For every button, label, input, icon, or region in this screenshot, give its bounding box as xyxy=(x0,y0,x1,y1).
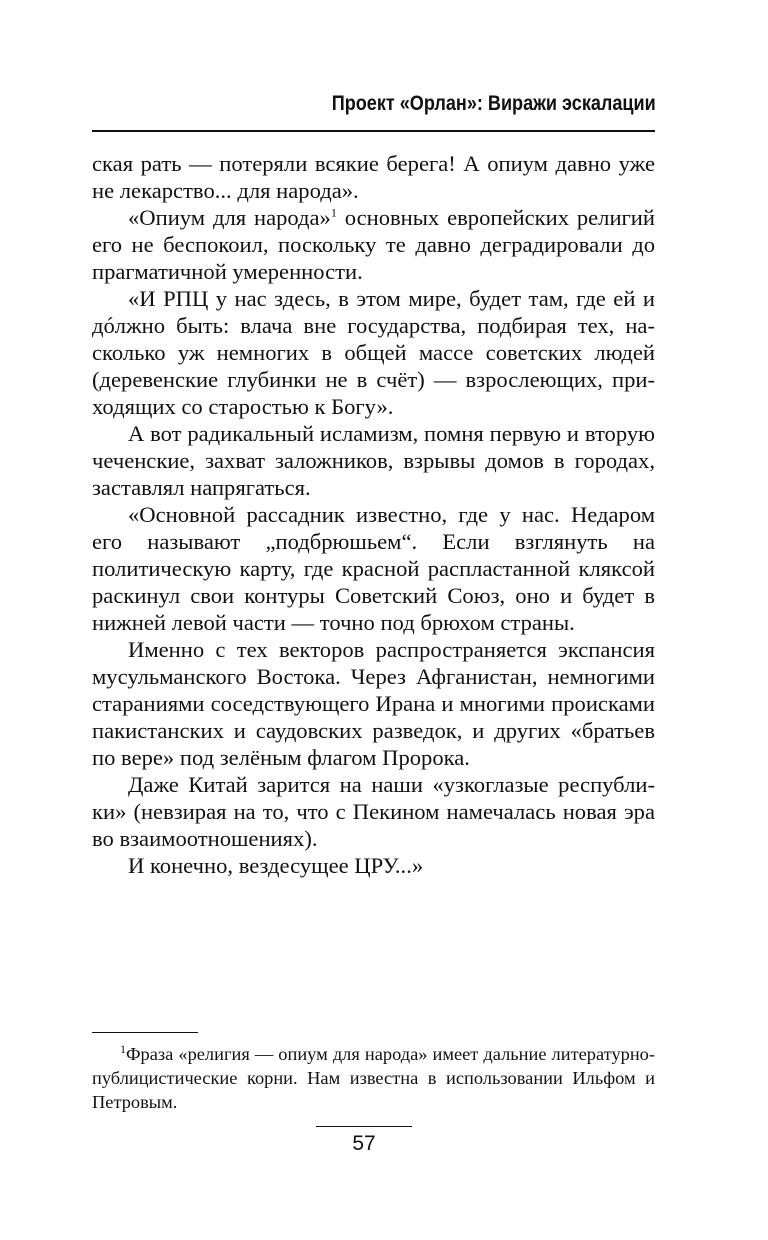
footnote-mark: 1 xyxy=(120,1041,126,1056)
paragraph: «Основной рассадник известно, где у нас. Недаром его называют „подбрюшьем“. Если взглянуть на политическую карту, где красной распластанной кляксой раскинул свои контуры Советский Союз, оно и будет в нижней левой части — точно под брюхом страны. xyxy=(92,502,655,635)
paragraph: И конечно, вездесущее ЦРУ...» xyxy=(128,853,424,878)
footnote xyxy=(92,1042,655,1114)
body-text xyxy=(92,150,655,879)
paragraph xyxy=(92,204,655,285)
footnote-text: Фраза «религия — опиум для народа» имеет дальние литературно-публицистические корни. Нам известна в использовании Ильфом и Петровым. xyxy=(92,1044,655,1112)
footnote-rule xyxy=(92,1032,198,1033)
paragraph: «И РПЦ у нас здесь, в этом мире, будет там, где ей и дóлжно быть: влача вне государства, подбирая тех, насколько уж немногих в общей массе советских людей (деревенские глубинки не в счёт) — взрослеющих, приходящих со старостью к Богу». xyxy=(92,286,655,419)
paragraph: ская рать — потеряли всякие берега! А опиум давно уже не лекарство... для народа». xyxy=(92,151,655,203)
paragraph: Даже Китай зарится на наши «узкоглазые республики» (невзирая на то, что с Пекином намечалась новая эра во взаимоотношениях). xyxy=(92,772,655,851)
page-number: 57 xyxy=(352,1132,376,1155)
paragraph: Именно с тех векторов распространяется экспансия мусульманского Востока. Через Афганистан, немногими стараниями соседствующего Ирана и многими происками пакистанских и саудовских разведок, и других «братьев по вере» под зелёным флагом Пророка. xyxy=(92,637,655,770)
quote-text: «Опиум для народа» xyxy=(128,205,331,230)
running-head: Проект «Орлан»: Виражи эскалации xyxy=(331,92,656,115)
paragraph: А вот радикальный исламизм, помня первую и вторую чеченские, захват заложников, взрывы домов в городах, заставлял напрягаться. xyxy=(92,421,655,500)
footnote-reference: 1 xyxy=(330,205,337,220)
header-rule xyxy=(92,130,655,132)
paragraph-text: основных европейских религий его не беспокоил, поскольку те давно деградировали до прагматичной умеренности. xyxy=(92,205,655,284)
page-number-rule xyxy=(316,1126,412,1127)
